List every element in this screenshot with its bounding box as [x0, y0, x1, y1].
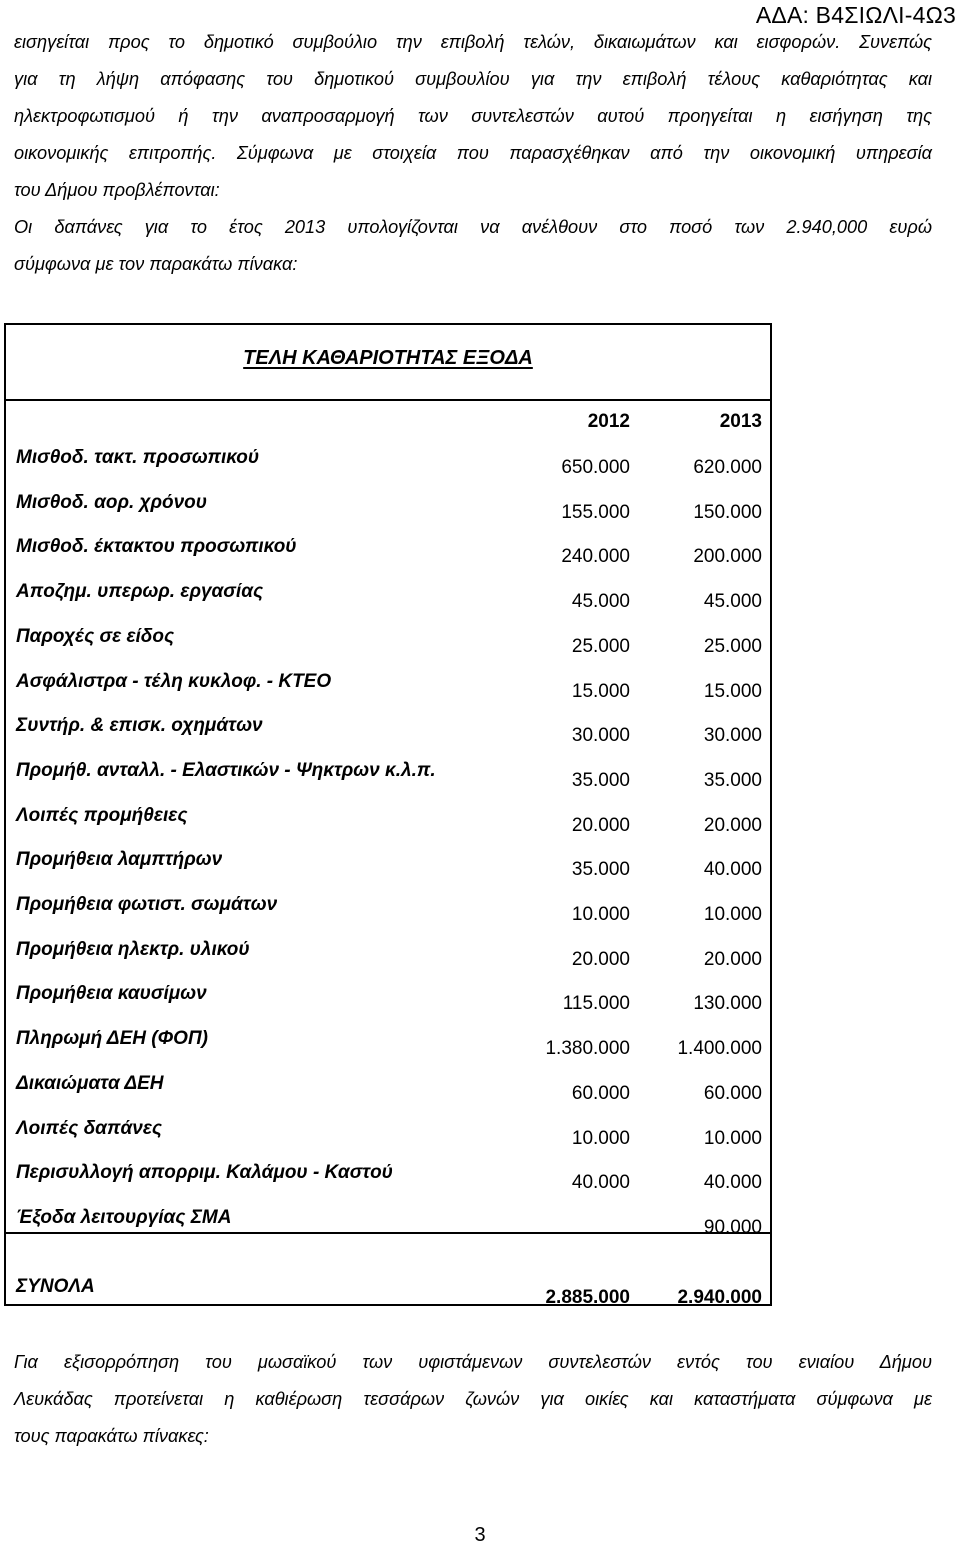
table-cell-2013: 90.000: [703, 1216, 762, 1238]
table-cell-2013: 20.000: [703, 948, 762, 970]
intro-line: ηλεκτροφωτισμού ή την αναπροσαρμογή των συντελεστών αυτού προηγείται η εισήγηση της: [14, 106, 932, 126]
intro-line: Οι δαπάνες για το έτος 2013 υπολογίζονται να ανέλθουν στο ποσό των 2.940,000 ευρώ: [14, 217, 932, 237]
table-cell-2013: 130.000: [693, 993, 762, 1015]
table-cell-2013: 150.000: [693, 501, 762, 523]
table-title: ΤΕΛΗ ΚΑΘΑΡΙΟΤΗΤΑΣ ΕΞΟΔΑ: [243, 347, 533, 369]
column-header-2012: 2012: [587, 411, 630, 432]
table-row-label: Προμήθεια φωτιστ. σωμάτων: [16, 894, 278, 915]
total-2013: 2.940.000: [677, 1287, 762, 1308]
table-cell-2012: 35.000: [571, 769, 630, 791]
intro-line: του Δήμου προβλέπονται:: [14, 180, 220, 200]
table-cell-2013: 620.000: [693, 457, 762, 478]
table-cell-2012: 1.380.000: [545, 1038, 630, 1060]
table-row-label: Λοιπές προμήθειες: [16, 804, 188, 826]
table-cell-2012: 40.000: [571, 1172, 630, 1194]
table-cell-2012: 115.000: [562, 993, 630, 1015]
closing-paragraph: [14, 1344, 932, 1455]
table-cell-2012: 45.000: [571, 591, 630, 613]
table-cell-2013: 20.000: [703, 814, 762, 836]
intro-line: οικονομικής επιτροπής. Σύμφωνα με στοιχεία που παρασχέθηκαν από την οικονομική υπηρεσία: [14, 143, 932, 163]
table-row-label: Λοιπές δαπάνες: [16, 1117, 163, 1139]
ada-code: ΑΔΑ: Β4ΣΙΩΛΙ-4Ω3: [755, 2, 956, 28]
intro-line: εισηγείται προς το δημοτικό συμβούλιο την επιβολή τελών, δικαιωμάτων και εισφορών. Συνεπώς: [14, 32, 932, 52]
intro-paragraph: [14, 24, 932, 283]
table-cell-2013: 40.000: [703, 1172, 762, 1194]
table-row-label: Περισυλλογή απορριμ. Καλάμου - Καστού: [16, 1162, 393, 1184]
table-cell-2013: 30.000: [703, 725, 762, 747]
table-row-label: Έξοδα λειτουργίας ΣΜΑ: [16, 1206, 232, 1228]
table-cell-2013: 10.000: [703, 904, 762, 925]
closing-line: τους παρακάτω πίνακες:: [14, 1426, 209, 1446]
table-row-label: Μισθοδ. έκτακτου προσωπικού: [16, 536, 297, 558]
table-cell-2012: 650.000: [561, 457, 630, 478]
expenses-table: [4, 323, 772, 1306]
table-cell-2012: 20.000: [571, 948, 630, 970]
total-2012: 2.885.000: [545, 1287, 630, 1308]
table-row-label: Μισθοδ. αορ. χρόνου: [16, 491, 208, 513]
table-row-label: Προμήθεια ηλεκτρ. υλικού: [16, 938, 250, 960]
table-row-label: Πληρωμή ΔΕΗ (ΦΟΠ): [16, 1028, 208, 1050]
table-cell-2013: 45.000: [703, 591, 762, 613]
table-cell-2012: 20.000: [571, 814, 630, 836]
table-cell-2013: 1.400.000: [677, 1038, 762, 1060]
table-cell-2013: 200.000: [693, 546, 762, 568]
table-row-label: Προμήθεια λαμπτήρων: [16, 849, 223, 871]
table-cell-2013: 25.000: [703, 635, 762, 657]
table-row-label: Προμήθ. ανταλλ. - Ελαστικών - Ψηκτρων κ.λ.π.: [16, 759, 436, 781]
table-row-label: Συντήρ. & επισκ. οχημάτων: [16, 715, 263, 737]
table-cell-2012: 10.000: [571, 904, 630, 925]
table-row-label: Ασφάλιστρα - τέλη κυκλοφ. - ΚΤΕΟ: [16, 670, 332, 692]
column-header-2013: 2013: [719, 411, 762, 432]
table-cell-2012: 10.000: [571, 1127, 630, 1149]
table-cell-2012: 25.000: [571, 635, 630, 657]
table-divider: [6, 1232, 770, 1234]
closing-line: Λευκάδας προτείνεται η καθιέρωση τεσσάρων ζωνών για οικίες και καταστήματα σύμφωνα με: [14, 1389, 932, 1409]
table-cell-2012: 15.000: [571, 680, 630, 702]
closing-line: Για εξισορρόπηση του μωσαϊκού των υφιστάμενων συντελεστών εντός του ενιαίου Δήμου: [14, 1352, 932, 1372]
table-row-label: Παροχές σε είδος: [16, 625, 175, 647]
table-row-label: Προμήθεια καυσίμων: [16, 983, 207, 1005]
intro-line: για τη λήψη απόφασης του δημοτικού συμβουλίου για την επιβολή τέλους καθαριότητας και: [14, 69, 932, 89]
table-cell-2013: 60.000: [703, 1082, 762, 1104]
table-row-label: Μισθοδ. τακτ. προσωπικού: [16, 447, 260, 468]
table-row-label: Αποζημ. υπερωρ. εργασίας: [16, 581, 264, 603]
table-cell-2013: 10.000: [703, 1127, 762, 1149]
table-divider: [6, 399, 770, 401]
table-cell-2013: 15.000: [703, 680, 762, 702]
table-cell-2013: 40.000: [703, 859, 762, 881]
table-cell-2012: 35.000: [571, 859, 630, 881]
total-label: ΣΥΝΟΛΑ: [16, 1276, 95, 1297]
page-number: 3: [474, 1524, 486, 1546]
intro-line: σύμφωνα με τον παρακάτω πίνακα:: [14, 254, 298, 274]
table-row-label: Δικαιώματα ΔΕΗ: [16, 1072, 164, 1094]
table-cell-2012: 240.000: [561, 546, 630, 568]
table-cell-2012: 30.000: [571, 725, 630, 747]
table-cell-2012: 155.000: [561, 501, 630, 523]
table-cell-2012: 60.000: [571, 1082, 630, 1104]
table-cell-2013: 35.000: [703, 769, 762, 791]
